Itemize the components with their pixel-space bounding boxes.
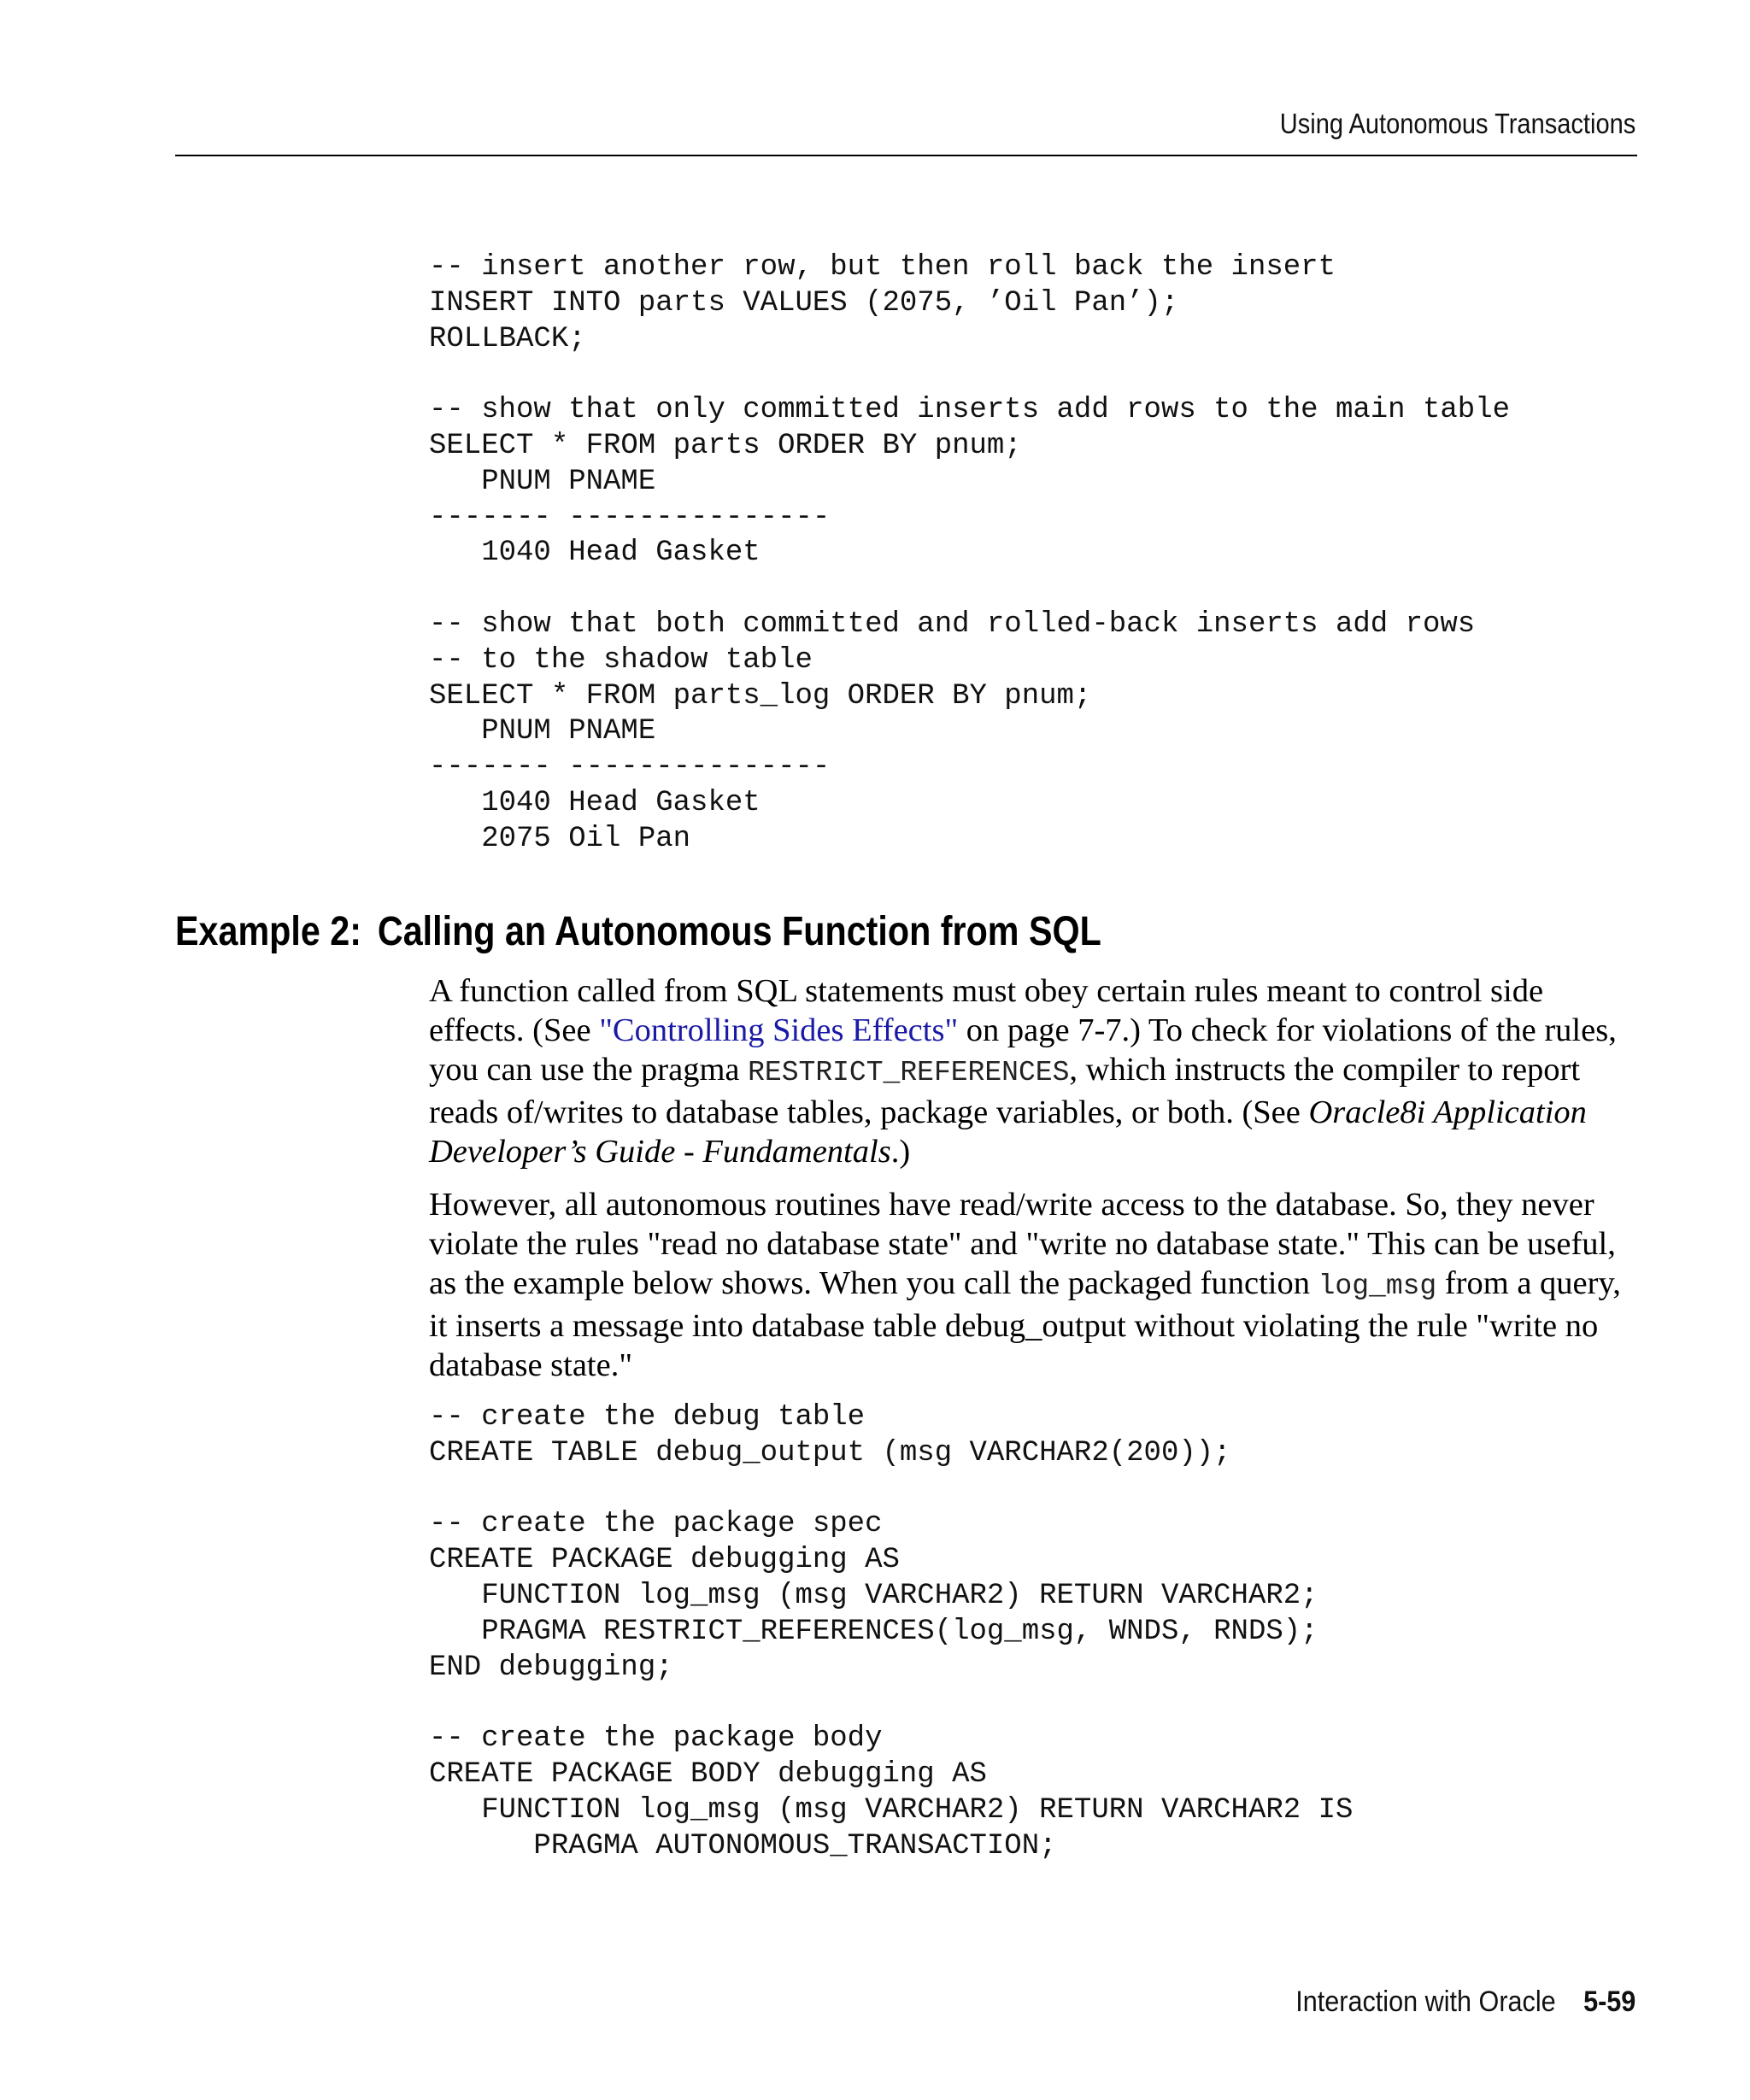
inline-code-log-msg: log_msg: [1318, 1270, 1437, 1302]
paragraph-autonomous-routines: However, all autonomous routines have read/write access to the database. So, they never violate the rules "read no database state" and "write no database state." This can be useful, as the example below shows. When you call the packaged function log_msg from a query, it inserts a message into database table debug_output without violating the rule "write no database state.": [429, 1187, 1621, 1383]
code-example-debugging: -- create the debug table CREATE TABLE debug_output (msg VARCHAR2(200)); -- create the package spec CREATE PACKAGE debugging AS FUNCTION log_msg (msg VARCHAR2) RETURN VARCHAR2; PRAGMA RESTRICT_REFERENCES(log_msg, WNDS, RNDS); END debugging; -- create the package body CREATE PACKAGE BODY debugging AS FUNCTION log_msg (msg VARCHAR2) RETURN VARCHAR2 IS PRAGMA AUTONOMOUS_TRANSACTION;: [429, 1401, 1354, 1862]
running-header: Using Autonomous Transactions: [1279, 108, 1635, 139]
paragraph-function-rules: A function called from SQL statements must obey certain rules meant to control side effects. (See "Controlling Sides Effects" on page 7-7.) To check for violations of the rules, you can use the pragma RESTRICT_REFERENCES, which instructs the compiler to report reads of/writes to database tables, package variables, or both. (See Oracle8i Application Developer’s Guide - Fundamentals.): [429, 973, 1617, 1170]
controlling-side-effects-link[interactable]: "Controlling Sides Effects": [599, 1012, 959, 1048]
header-rule: [175, 155, 1637, 156]
code-example-parts: -- insert another row, but then roll back the insert INSERT INTO parts VALUES (2075, ’Oil Pan’); ROLLBACK; -- show that only committed inserts add rows to the main table SELECT * FROM parts ORDER BY pnum; PNUM PNAME ------- --------------- 1040 Head Gasket -- show that both committed and rolled-back inserts add rows -- to the shadow table SELECT * FROM parts_log ORDER BY pnum; PNUM PNAME ------- --------------- 1040 Head Gasket 2075 Oil Pan: [429, 251, 1511, 855]
page-number: 5-59: [1583, 1986, 1635, 2018]
inline-code-restrict-references: RESTRICT_REFERENCES: [748, 1057, 1070, 1088]
footer-chapter: Interaction with Oracle: [1295, 1986, 1556, 2018]
section-label: Example 2:: [175, 909, 361, 954]
section-heading: [175, 908, 1101, 955]
book-title: Oracle8i Application Developer’s Guide - Fundamentals: [429, 1094, 1587, 1170]
section-title: Calling an Autonomous Function from SQL: [377, 909, 1101, 954]
page-footer: [1295, 1986, 1635, 2019]
